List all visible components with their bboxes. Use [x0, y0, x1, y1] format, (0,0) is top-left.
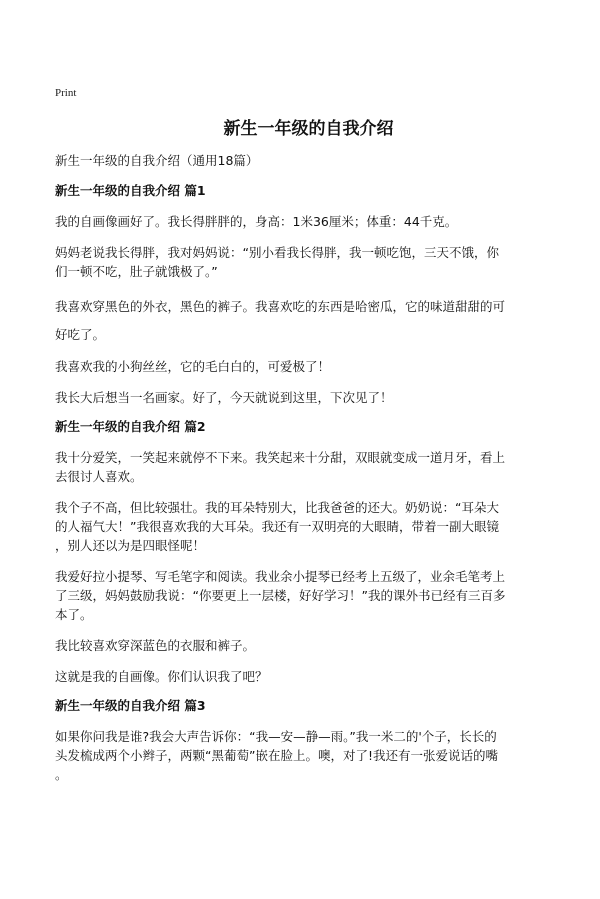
- document-subtitle: 新生一年级的自我介绍（通用18篇）: [55, 153, 259, 168]
- paragraph: [55, 212, 562, 231]
- paragraph-line: 了三级，妈妈鼓励我说：“你要更上一层楼，好好学习！”我的课外书已经有三百多: [55, 588, 506, 603]
- paragraph: [55, 388, 562, 407]
- paragraph-line: 我喜欢穿黑色的外衣，黑色的裤子。我喜欢吃的东西是哈密瓜，它的味道甜甜的可: [55, 299, 506, 314]
- paragraph: [55, 293, 562, 349]
- paragraph-line: 我长大后想当一名画家。好了，今天就说到这里，下次见了！: [55, 390, 393, 405]
- paragraph-line: ，别人还以为是四眼怪呢！: [55, 538, 206, 553]
- paragraph-line: 去很讨人喜欢。: [55, 469, 143, 484]
- paragraph: [55, 357, 562, 376]
- paragraph: [55, 727, 562, 784]
- paragraph: [55, 448, 562, 486]
- paragraph-line: 我个子不高，但比较强壮。我的耳朵特别大，比我爸爸的还大。奶奶说：“耳朵大: [55, 500, 499, 515]
- paragraph-line: 这就是我的自画像。你们认识我了吧？: [55, 669, 268, 684]
- paragraph-line: 我的自画像画好了。我长得胖胖的，身高：1米36厘米；体重：44千克。: [55, 214, 458, 229]
- paragraph-line: 本了。: [55, 607, 93, 622]
- paragraph-line: 我爱好拉小提琴、写毛笔字和阅读。我业余小提琴已经考上五级了，业余毛笔考上: [55, 569, 506, 584]
- paragraph-line: 如果你问我是谁?我会大声告诉你：“我—安—静—雨。”我一米二的'个子，长长的: [55, 729, 497, 744]
- paragraph: [55, 667, 562, 686]
- paragraph-line: 好吃了。: [55, 327, 106, 342]
- paragraph: [55, 498, 562, 555]
- paragraph-line: 们一顿不吃，肚子就饿极了。”: [55, 264, 218, 279]
- paragraph: [55, 636, 562, 655]
- paragraph-line: 我比较喜欢穿深蓝色的衣服和裤子。: [55, 638, 256, 653]
- paragraph: [55, 243, 562, 281]
- document-body: [55, 183, 562, 784]
- page-title: 新生一年级的自我介绍: [223, 119, 394, 139]
- paragraph-line: 我喜欢我的小狗丝丝，它的毛白白的，可爱极了！: [55, 359, 331, 374]
- paragraph-line: 妈妈老说我长得胖，我对妈妈说：“别小看我长得胖，我一顿吃饱，三天不饿，你: [55, 245, 499, 260]
- paragraph-line: 我十分爱笑，一笑起来就停不下来。我笑起来十分甜，双眼就变成一道月牙，看上: [55, 450, 506, 465]
- paragraph-line: 头发梳成两个小辫子，两颗“黑葡萄”嵌在脸上。噢，对了!我还有一张爱说话的嘴: [55, 748, 498, 763]
- paragraph-line: 。: [55, 767, 68, 782]
- paragraph: [55, 567, 562, 624]
- section-heading: 新生一年级的自我介绍 篇2: [55, 419, 206, 434]
- paragraph-line: 的人福气大！”我很喜欢我的大耳朵。我还有一双明亮的大眼睛，带着一副大眼镜: [55, 519, 499, 534]
- section-heading: 新生一年级的自我介绍 篇1: [55, 183, 206, 198]
- section-heading: 新生一年级的自我介绍 篇3: [55, 698, 206, 713]
- print-label: Print: [55, 87, 77, 99]
